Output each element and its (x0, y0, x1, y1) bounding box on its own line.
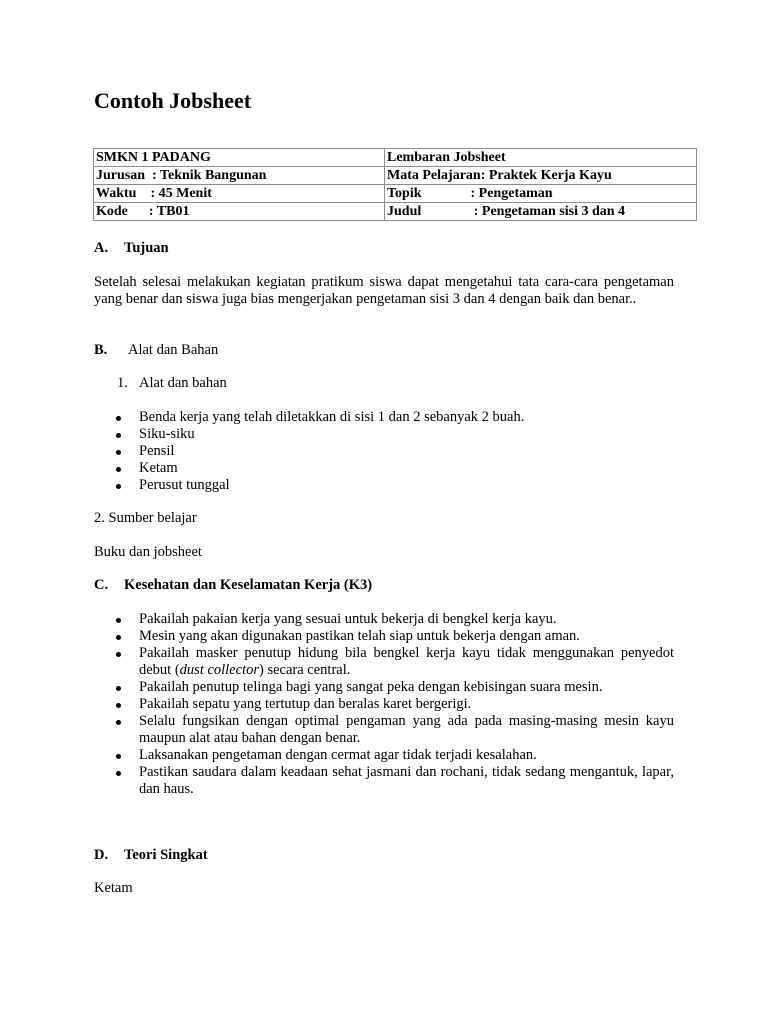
list-item: Benda kerja yang telah diletakkan di sisi 1 dan 2 sebanyak 2 buah. (94, 409, 674, 426)
document-title: Contoh Jobsheet (94, 88, 252, 113)
table-row (94, 203, 697, 221)
list-item-text-tail: ) secara central. (259, 662, 351, 678)
list-item: Pakailah pakaian kerja yang sesuai untuk bekerja di bengkel kerja kayu. (94, 611, 674, 628)
section-a-text: Setelah selesai melakukan kegiatan pratikum siswa dapat mengetahui tata cara-cara pengetaman yang benar dan siswa juga bias mengerjakan pengetaman sisi 3 dan 4 dengan baik dan benar.. (94, 274, 674, 307)
table-cell: Kode : TB01 (94, 203, 385, 221)
jobsheet-header-table (93, 148, 697, 221)
list-item: Mesin yang akan digunakan pastikan telah siap untuk bekerja dengan aman. (94, 628, 674, 645)
list-item: Selalu fungsikan dengan optimal pengaman yang ada pada masing-masing mesin kayu maupun alat atau bahan dengan benar. (94, 713, 674, 747)
section-letter: B. (94, 342, 108, 358)
sumber-belajar-text: Buku dan jobsheet (94, 544, 202, 560)
subsection-alat-bahan (117, 375, 227, 392)
list-item: Pastikan saudara dalam keadaan sehat jasmani dan rochani, tidak sedang mengantuk, lapar, dan haus. (94, 764, 674, 798)
section-title: Tujuan (124, 240, 169, 256)
table-cell: Lembaran Jobsheet (385, 149, 697, 167)
table-cell: Judul : Pengetaman sisi 3 dan 4 (385, 203, 697, 221)
table-cell: Waktu : 45 Menit (94, 185, 385, 203)
k3-list (94, 611, 674, 798)
section-d-text: Ketam (94, 880, 133, 896)
list-item: Pakailah sepatu yang tertutup dan beralas karet bergerigi. (94, 696, 674, 713)
table-cell: Topik : Pengetaman (385, 185, 697, 203)
section-b-heading (94, 342, 218, 359)
section-a-heading (94, 240, 169, 257)
subsection-label: Alat dan bahan (139, 375, 227, 391)
table-cell: SMKN 1 PADANG (94, 149, 385, 167)
section-c-heading (94, 577, 372, 594)
list-item-italic: dust collector (179, 662, 260, 678)
list-item: Ketam (94, 460, 674, 477)
list-item-text: Pakailah masker penutup hidung bila bengkel kerja kayu tidak menggunakan penyedot debut ( (139, 645, 674, 678)
subsection-sumber-belajar: 2. Sumber belajar (94, 510, 197, 526)
section-letter: C. (94, 577, 109, 593)
table-cell: Jurusan : Teknik Bangunan (94, 167, 385, 185)
list-item: Perusut tunggal (94, 477, 674, 494)
list-item (94, 645, 674, 679)
list-item: Pakailah penutup telinga bagi yang sangat peka dengan kebisingan suara mesin. (94, 679, 674, 696)
section-title: Kesehatan dan Keselamatan Kerja (K3) (124, 577, 373, 593)
list-item: Siku-siku (94, 426, 674, 443)
section-title: Alat dan Bahan (128, 342, 219, 358)
section-letter: D. (94, 847, 109, 863)
list-item: Pensil (94, 443, 674, 460)
table-cell: Mata Pelajaran: Praktek Kerja Kayu (385, 167, 697, 185)
table-row (94, 149, 697, 167)
table-row (94, 185, 697, 203)
table-row (94, 167, 697, 185)
section-title: Teori Singkat (124, 847, 208, 863)
alat-bahan-list (94, 409, 674, 494)
section-letter: A. (94, 240, 109, 256)
section-d-heading (94, 847, 208, 864)
list-item: Laksanakan pengetaman dengan cermat agar tidak terjadi kesalahan. (94, 747, 674, 764)
list-number: 1. (117, 375, 128, 391)
